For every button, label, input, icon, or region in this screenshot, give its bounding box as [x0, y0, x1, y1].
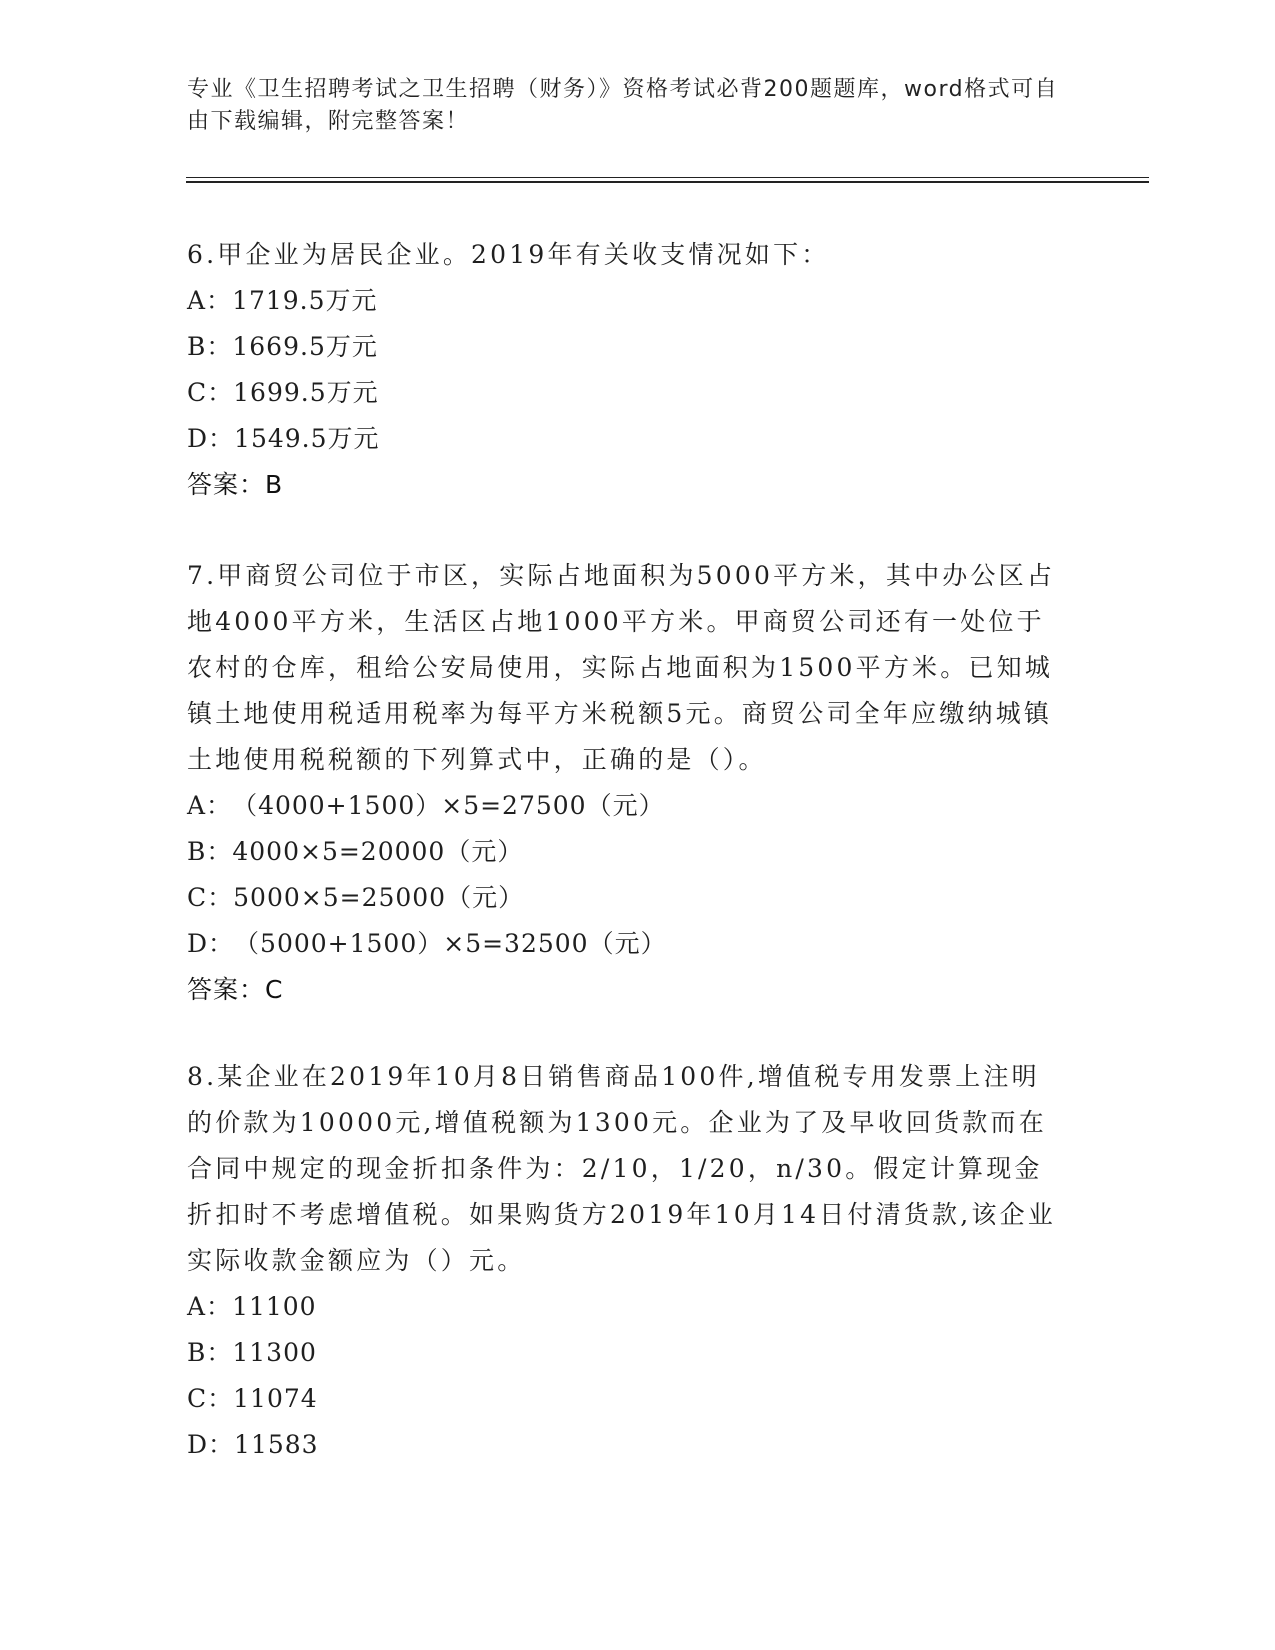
option-a — [187, 1284, 1067, 1330]
option-b — [187, 829, 1067, 875]
option-letter: B： — [187, 1338, 233, 1367]
option-text: （5000+1500）×5=32500（元） — [234, 929, 667, 958]
question-7 — [187, 553, 1067, 1013]
question-stem: 7.甲商贸公司位于市区，实际占地面积为5000平方米，其中办公区占地4000平方米，生活区占地1000平方米。甲商贸公司还有一处位于农村的仓库，租给公安局使用，实际占地面积为1500平方米。已知城镇土地使用税适用税率为每平方米税额5元。商贸公司全年应缴纳城镇土地使用税税额的下列算式中，正确的是（）。 — [187, 561, 1056, 774]
option-c — [187, 875, 1067, 921]
option-text: 1719.5万元 — [232, 286, 378, 315]
option-letter: D： — [187, 1430, 235, 1459]
option-d — [187, 1422, 1067, 1468]
option-c — [187, 370, 1067, 416]
option-text: 11583 — [234, 1430, 319, 1459]
option-letter: B： — [187, 837, 233, 866]
question-8 — [187, 1054, 1067, 1468]
option-b — [187, 324, 1067, 370]
option-b — [187, 1330, 1067, 1376]
option-letter: C： — [187, 378, 234, 407]
option-a — [187, 278, 1067, 324]
option-text: 4000×5=20000（元） — [232, 837, 524, 866]
answer-label: 答案：C — [187, 975, 284, 1004]
option-text: 11100 — [232, 1292, 317, 1321]
option-text: 11074 — [233, 1384, 318, 1413]
option-letter: B： — [187, 332, 233, 361]
question-stem: 8.某企业在2019年10月8日销售商品100件,增值税专用发票上注明的价款为10000元,增值税额为1300元。企业为了及早收回货款而在合同中规定的现金折扣条件为：2/10，1/20，n/30。假定计算现金折扣时不考虑增值税。如果购货方2019年10月14日付清货款,该企业实际收款金额应为（）元。 — [187, 1062, 1056, 1275]
option-letter: A： — [187, 1292, 233, 1321]
option-text: 1699.5万元 — [233, 378, 379, 407]
header-divider — [186, 177, 1149, 178]
option-text: 5000×5=25000（元） — [233, 883, 525, 912]
option-d — [187, 921, 1067, 967]
option-letter: A： — [187, 791, 233, 820]
option-letter: C： — [187, 1384, 234, 1413]
option-letter: A： — [187, 286, 233, 315]
option-a — [187, 783, 1067, 829]
header-divider-thick — [186, 181, 1149, 183]
answer-label: 答案：B — [187, 470, 284, 499]
option-text: （4000+1500）×5=27500（元） — [232, 791, 665, 820]
question-6 — [187, 232, 1067, 508]
option-letter: C： — [187, 883, 234, 912]
option-d — [187, 416, 1067, 462]
question-stem: 6.甲企业为居民企业。2019年有关收支情况如下： — [187, 240, 830, 269]
option-text: 1669.5万元 — [232, 332, 378, 361]
option-letter: D： — [187, 929, 235, 958]
option-text: 11300 — [232, 1338, 317, 1367]
document-header: 专业《卫生招聘考试之卫生招聘（财务）》资格考试必背200题题库，word格式可自由下载编辑，附完整答案！ — [187, 77, 1059, 134]
option-c — [187, 1376, 1067, 1422]
option-letter: D： — [187, 424, 235, 453]
option-text: 1549.5万元 — [234, 424, 380, 453]
